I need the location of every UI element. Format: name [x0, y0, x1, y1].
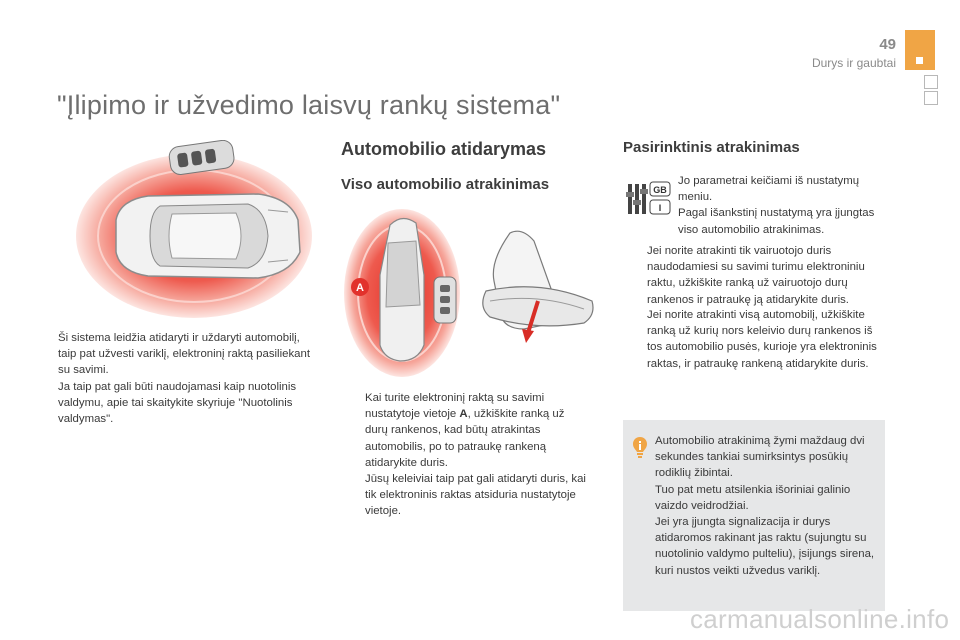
settings-paragraph: Jo parametrai keičiami iš nustatymų meniu.	[678, 175, 860, 204]
zone-reference: A	[459, 408, 468, 421]
intro-paragraph: Ja taip pat gali būti naudojamasi kaip nuotolinis valdymu, apie tai skaitykite skyriuje "Nuotolinis valdymas".	[58, 380, 297, 426]
bullet-text: Jei norite atrakinti visą automobilį, užkiškite ranką už kurių nors keleivio durų rankenos iš tos automobilio pusės, kurioje yra elektroninis raktas, ir patraukę rankeną atidarykite duris.	[647, 309, 877, 370]
page-title: "Įlipimo ir užvedimo laisvų rankų sistema"	[57, 90, 561, 120]
language-badge: I	[658, 203, 662, 213]
watermark: carmanualsonline.info	[690, 604, 950, 634]
subsection-heading: Viso automobilio atrakinimas	[341, 176, 550, 193]
info-text	[655, 433, 885, 579]
unlock-option-bullet	[623, 307, 888, 372]
section-heading: Pasirinktinis atrakinimas	[623, 139, 800, 156]
car-key-zone-illustration	[68, 140, 313, 320]
intro-paragraph: Ši sistema leidžia atidaryti ir uždaryti automobilį, taip pat užvesti variklį, elektroninį raktą pasiliekant su savimi.	[58, 332, 310, 377]
section-heading: Automobilio atidarymas	[341, 139, 547, 159]
info-paragraph: Automobilio atrakinimą žymi maždaug dvi sekundes tankiai sumirksintys posūkių rodiklių žibintai.	[655, 435, 865, 480]
instruction-text: , užkiškite ranką už durų rankenos, kad būtų atrakintas automobilis, po to patraukę rankeną atidarykite duris.	[365, 408, 565, 469]
bullet-text: Jei norite atrakinti tik vairuotojo duris naudodamiesi su savimi turimu elektroniniu raktu, užkiškite ranką už vairuotojo durų rankenos ir patraukę ją atidarykite duris.	[647, 245, 865, 306]
info-icon	[632, 436, 648, 458]
intro-text	[58, 330, 320, 427]
instruction-text: Kai turite elektroninį raktą su savimi nustatytoje vietoje	[365, 392, 545, 421]
info-paragraph: Tuo pat metu atsilenkia išoriniai galinio vaizdo veidrodžiai.	[655, 483, 851, 512]
language-badge: GB	[653, 185, 667, 195]
chapter-tab[interactable]	[924, 91, 938, 105]
unlock-instruction	[341, 390, 589, 520]
chapter-tab-active[interactable]	[905, 30, 935, 70]
settings-text	[678, 173, 890, 238]
unlock-instruction-text	[365, 390, 589, 471]
info-paragraph: Jei yra įjungta signalizacija ir durys atidaromos rakinant jas raktu (sujungtu su nuotolinio valdymo pulteliu), įsijungs sirena, kuri nustos veikti užvedus variklį.	[655, 516, 875, 577]
section-title: Durys ir gaubtai	[811, 56, 896, 70]
page-number: 49	[879, 36, 896, 53]
unlock-option-bullet	[623, 243, 888, 308]
settings-paragraph: Pagal išankstinį nustatymą yra įjungtas viso automobilio atrakinimas.	[678, 207, 875, 236]
door-unlock-illustration	[340, 205, 610, 377]
zone-marker-label: A	[356, 282, 364, 294]
passenger-note: Jūsų keleiviai taip pat gali atidaryti duris, kai tik elektroninis raktas atsiduria nustatytoje vietoje.	[365, 473, 586, 518]
settings-menu-icon	[626, 180, 672, 218]
chapter-tab[interactable]	[924, 75, 938, 89]
